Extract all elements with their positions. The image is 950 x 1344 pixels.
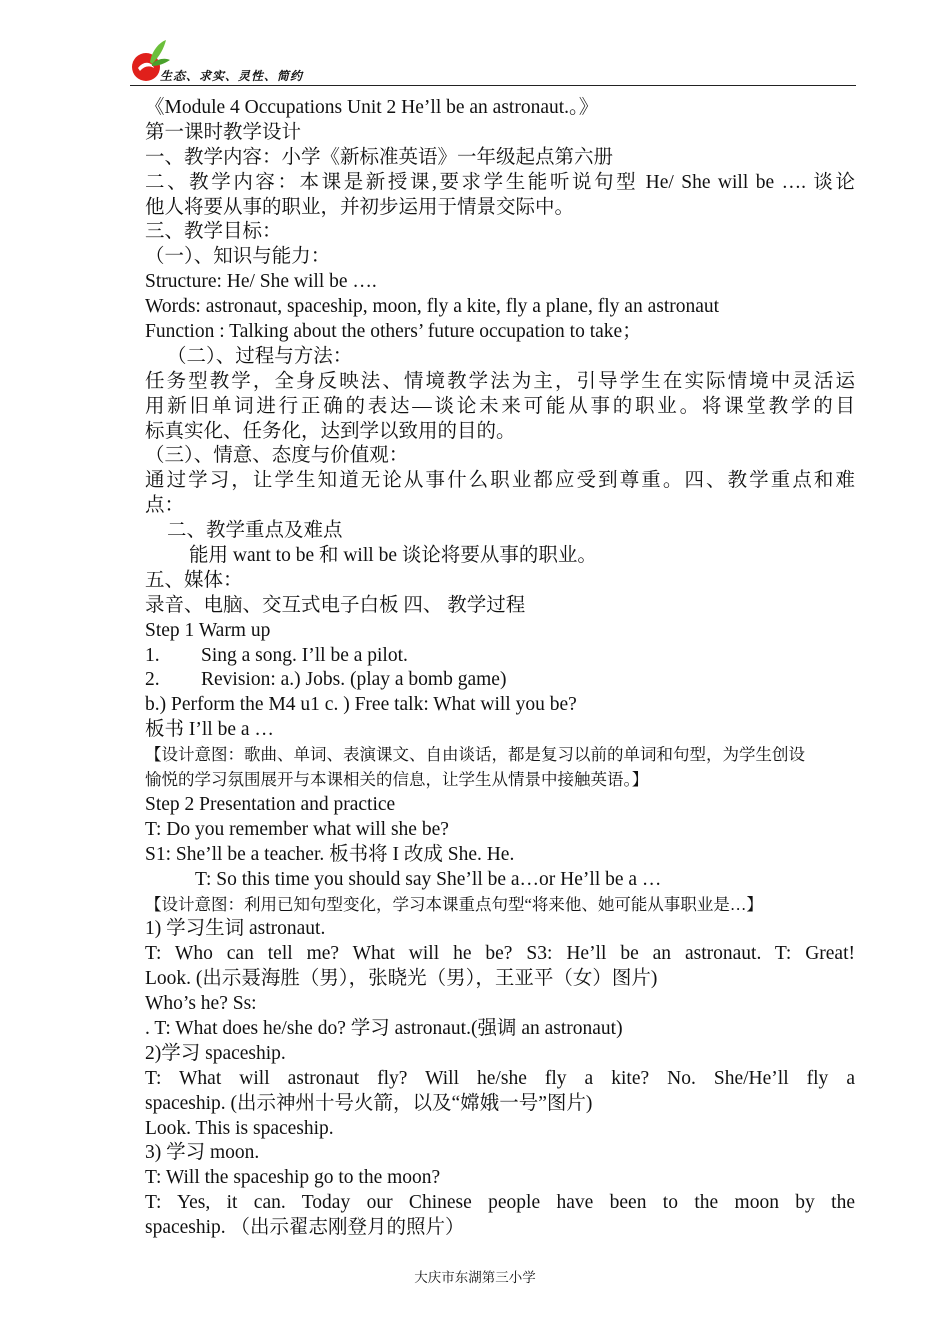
text-line: T: Who can tell me? What will he be? S3: He’ll be an astronaut. T: Great! <box>145 943 855 965</box>
text-line: T: What will astronaut fly? Will he/she fly a kite? No. She/He’ll fly a <box>145 1067 855 1089</box>
subsection-heading: （三）、情意、态度与价值观： <box>145 445 409 467</box>
text-line: T: Yes, it can. Today our Chinese people have been to the moon by the <box>145 1192 855 1214</box>
header-rule <box>130 85 856 86</box>
subsection-heading: （一）、知识与能力： <box>145 246 331 268</box>
text-line: spaceship. （出示翟志刚登月的照片） <box>145 1217 465 1239</box>
text-line: Function : Talking about the others’ future occupation to take； <box>145 321 642 343</box>
text-line: 用新旧单词进行正确的表达—谈论未来可能从事的职业。将课堂教学的目 <box>145 395 855 417</box>
text-line: 录音、电脑、交互式电子白板 四、 教学过程 <box>145 594 526 616</box>
lesson-heading: 第一课时教学设计 <box>145 121 302 143</box>
text-line: T: Do you remember what will she be? <box>145 818 449 840</box>
design-note: 愉悦的学习氛围展开与本课相关的信息，让学生从情景中接触英语。】 <box>145 770 649 790</box>
text-line: T: So this time you should say She’ll be a…or He’ll be a … <box>195 868 662 890</box>
text-line: 一、教学内容：小学《新标准英语》一年级起点第六册 <box>145 146 614 168</box>
list-number: 2. <box>145 669 160 691</box>
text-line: 标真实化、任务化，达到学以致用的目的。 <box>145 420 516 442</box>
text-line: 3) 学习 moon. <box>145 1142 260 1164</box>
text-line: Look. This is spaceship. <box>145 1117 334 1139</box>
page-footer: 大庆市东湖第三小学 <box>414 1270 536 1286</box>
text-line: 通过学习，让学生知道无论从事什么职业都应受到尊重。四、教学重点和难 <box>145 470 855 492</box>
list-item <box>145 644 855 669</box>
design-note: 【设计意图：利用已知句型变化，学习本课重点句型“将来他、她可能从事职业是…】 <box>145 894 763 914</box>
text-line: T: Will the spaceship go to the moon? <box>145 1167 441 1189</box>
section-heading: 三、教学目标： <box>145 221 282 243</box>
header-motto: 生态、求实、灵性、简约 <box>160 69 304 83</box>
text-line: S1: She’ll be a teacher. 板书将 I 改成 She. He. <box>145 843 515 865</box>
section-heading: 五、媒体： <box>145 569 243 591</box>
text-line: 任务型教学，全身反映法、情境教学法为主，引导学生在实际情境中灵活运 <box>145 370 855 392</box>
subsection-heading: （二）、过程与方法： <box>167 345 353 367</box>
text-line: spaceship. (出示神州十号火箭，以及“嫦娥一号”图片) <box>145 1092 593 1114</box>
text-line: Who’s he? Ss: <box>145 993 257 1015</box>
text-line: Structure: He/ She will be …. <box>145 271 377 293</box>
text-line: b.) Perform the M4 u1 c. ) Free talk: What will you be? <box>145 694 577 716</box>
list-item <box>145 668 855 693</box>
text-line: 点： <box>145 495 185 517</box>
text-line: 板书 I’ll be a … <box>145 719 274 741</box>
step-heading: Step 2 Presentation and practice <box>145 793 396 815</box>
text-line: . T: What does he/she do? 学习 astronaut.(强调 an astronaut) <box>145 1017 623 1039</box>
text-line: 2)学习 spaceship. <box>145 1042 286 1064</box>
text-line: 二、教学内容：本课是新授课,要求学生能听说句型 He/ She will be …. 谈论 <box>145 171 855 193</box>
text-line: 1) 学习生词 astronaut. <box>145 918 326 940</box>
section-heading: 二、教学重点及难点 <box>167 520 343 542</box>
step-heading: Step 1 Warm up <box>145 619 271 641</box>
document-body <box>145 96 855 1241</box>
list-item-text: Sing a song. I’ll be a pilot. <box>201 644 408 666</box>
text-line: Look. (出示聂海胜（男），张晓光（男），王亚平（女）图片) <box>145 968 658 990</box>
text-line: 能用 want to be 和 will be 谈论将要从事的职业。 <box>189 545 597 567</box>
text-line: Words: astronaut, spaceship, moon, fly a kite, fly a plane, fly an astronaut <box>145 296 720 318</box>
page-header <box>130 38 856 88</box>
design-note: 【设计意图：歌曲、单词、表演课文、自由谈话，都是复习以前的单词和句型，为学生创设 <box>145 745 805 765</box>
list-number: 1. <box>145 644 160 666</box>
text-line: 他人将要从事的职业，并初步运用于情景交际中。 <box>145 196 575 218</box>
list-item-text: Revision: a.) Jobs. (play a bomb game) <box>201 669 507 691</box>
doc-title: 《Module 4 Occupations Unit 2 He’ll be an astronaut.。》 <box>145 97 599 118</box>
